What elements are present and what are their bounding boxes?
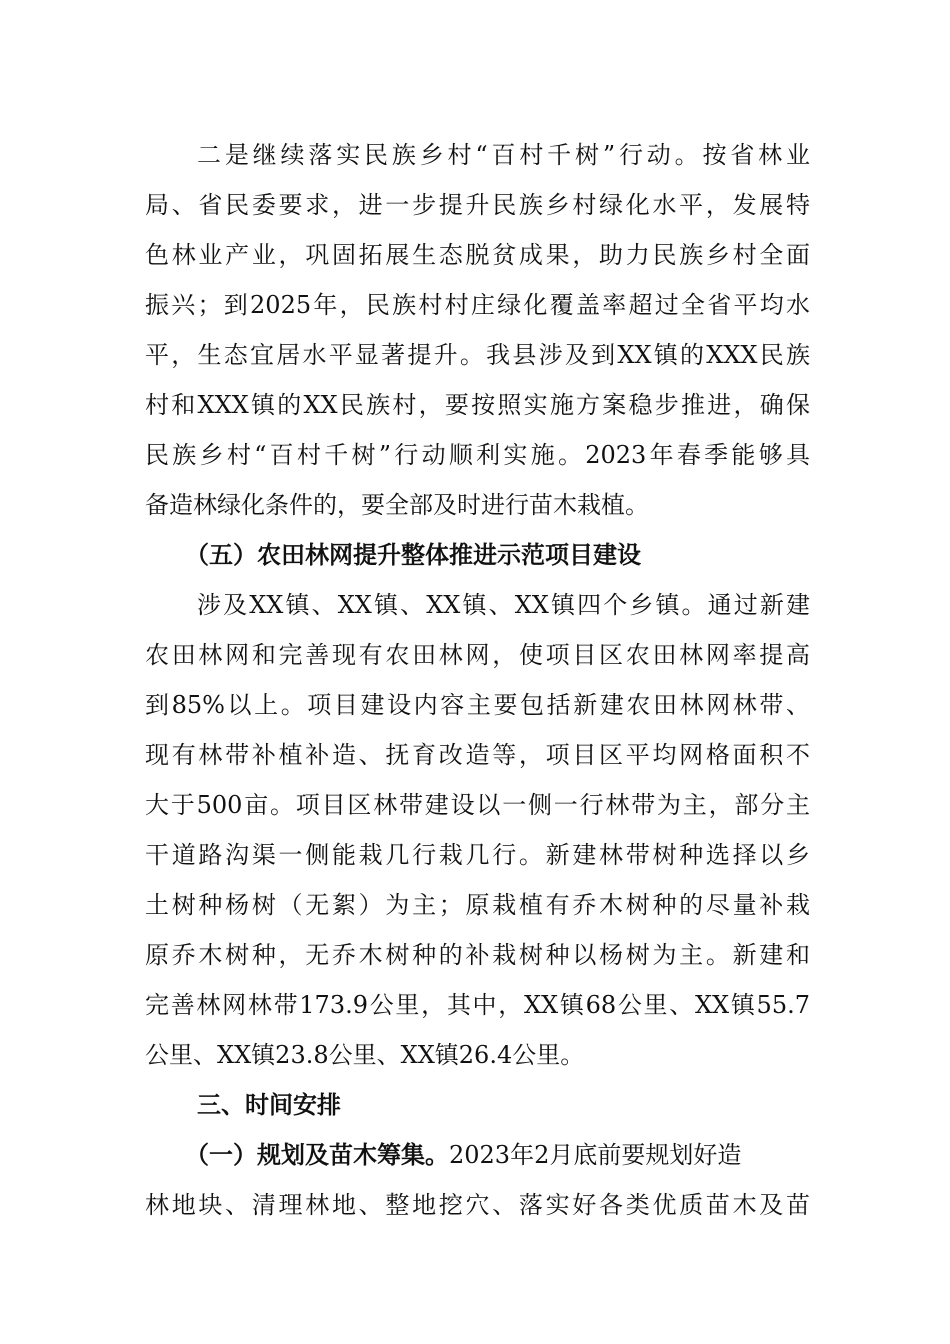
paragraph-line: 涉及XX镇、XX镇、XX镇、XX镇四个乡镇。通过新建 (197, 591, 810, 619)
paragraph-line: 振兴；到2025年，民族村村庄绿化覆盖率超过全省平均水 (145, 291, 810, 319)
section-heading-5: （五）农田林网提升整体推进示范项目建设 (185, 540, 641, 569)
paragraph-line: 局、省民委要求，进一步提升民族乡村绿化水平，发展特 (145, 191, 810, 219)
paragraph-line: 色林业产业，巩固拓展生态脱贫成果，助力民族乡村全面 (145, 241, 810, 269)
paragraph-line: 平，生态宜居水平显著提升。我县涉及到XX镇的XXX民族 (145, 341, 810, 369)
paragraph-line: 备造林绿化条件的，要全部及时进行苗木栽植。 (145, 491, 649, 519)
document-body (145, 130, 810, 1230)
paragraph-line: 二是继续落实民族乡村“百村千树”行动。按省林业 (197, 141, 810, 169)
paragraph-line: 林地块、清理林地、整地挖穴、落实好各类优质苗木及苗 (145, 1191, 810, 1219)
paragraph-line: 干道路沟渠一侧能栽几行栽几行。新建林带树种选择以乡 (145, 841, 810, 869)
paragraph-line: 农田林网和完善现有农田林网，使项目区农田林网率提高 (145, 641, 810, 669)
section-heading-3: 三、时间安排 (197, 1090, 341, 1119)
subheading-lead: （一）规划及苗木筹集。 (185, 1140, 449, 1169)
paragraph-line: 村和XXX镇的XX民族村，要按照实施方案稳步推进，确保 (145, 391, 810, 419)
paragraph-line: 完善林网林带173.9公里，其中，XX镇68公里、XX镇55.7 (145, 991, 810, 1019)
paragraph-line: 公里、XX镇23.8公里、XX镇26.4公里。 (145, 1041, 585, 1069)
paragraph-line: 土树种杨树（无絮）为主；原栽植有乔木树种的尽量补栽 (145, 891, 810, 919)
paragraph-text: 2023年2月底前要规划好造 (449, 1141, 742, 1169)
paragraph-line: 到85%以上。项目建设内容主要包括新建农田林网林带、 (145, 691, 810, 719)
paragraph-line-mixed (145, 1130, 810, 1180)
paragraph-line: 原乔木树种，无乔木树种的补栽树种以杨树为主。新建和 (145, 941, 810, 969)
paragraph-line: 大于500亩。项目区林带建设以一侧一行林带为主，部分主 (145, 791, 810, 819)
paragraph-line: 民族乡村“百村千树”行动顺利实施。2023年春季能够具 (145, 441, 810, 469)
paragraph-line: 现有林带补植补造、抚育改造等，项目区平均网格面积不 (145, 741, 810, 769)
